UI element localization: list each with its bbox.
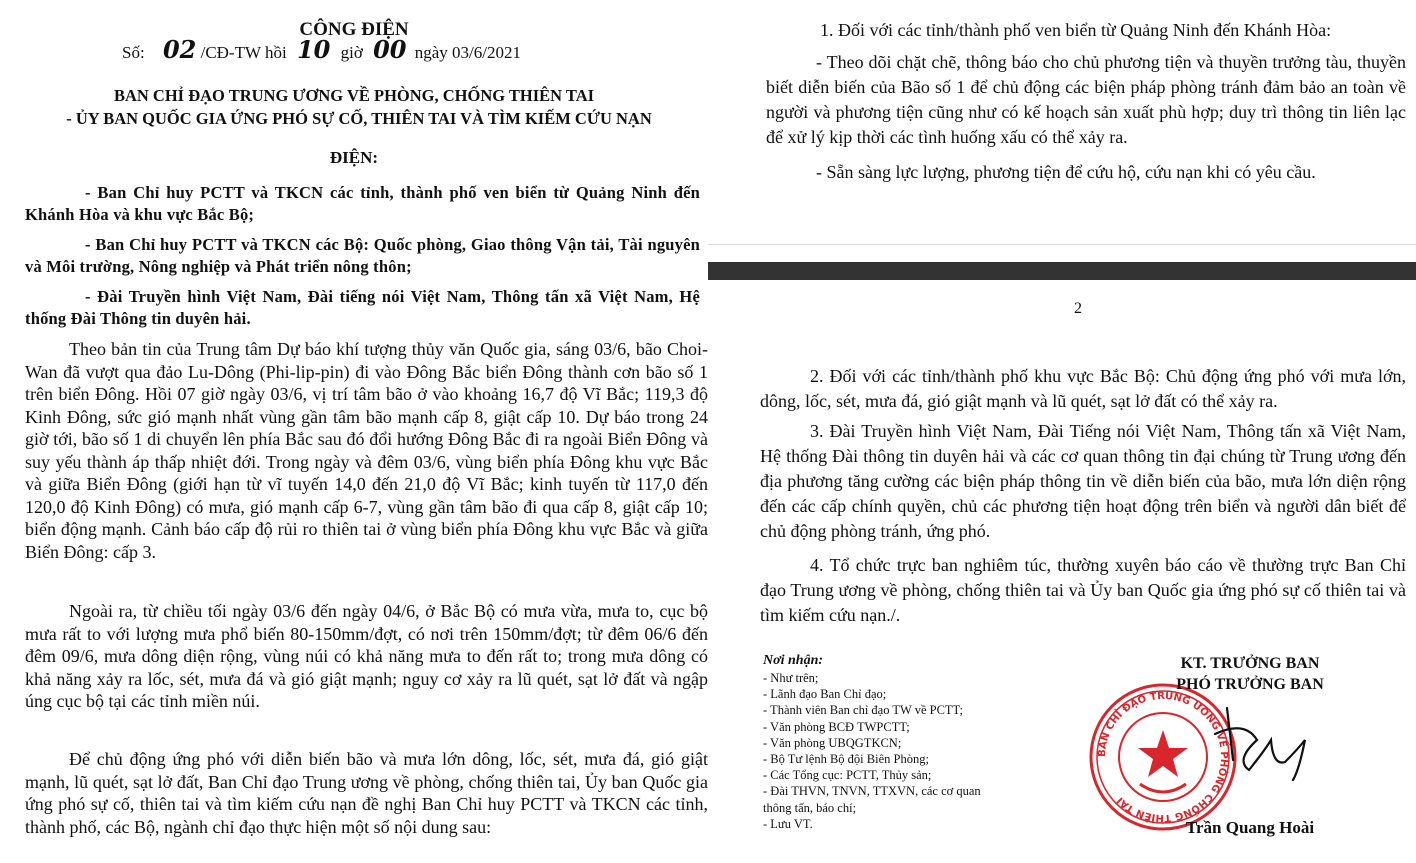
item-1-title: 1. Đối với các tỉnh/thành phố ven biển từ Quảng Ninh đến Khánh Hòa:: [820, 20, 1332, 40]
handwritten-hour: 10: [296, 35, 331, 64]
item-1-bullet-2: - Sẵn sàng lực lượng, phương tiện để cứu hộ, cứu nạn khi có yêu cầu.: [816, 162, 1316, 182]
issuer-line-1: BAN CHỈ ĐẠO TRUNG ƯƠNG VỀ PHÒNG, CHỐNG THIÊN TAI: [113, 86, 595, 105]
noi-nhan-list: [763, 670, 981, 832]
noi-nhan-item: thông tấn, báo chí;: [763, 800, 857, 815]
noi-nhan-item: - Bộ Tư lệnh Bộ đội Biên Phòng;: [763, 752, 929, 767]
signer-name: Trần Quang Hoài: [1185, 818, 1315, 837]
recipient-1: - Ban Chỉ huy PCTT và TKCN các tỉnh, thành phố ven biển từ Quảng Ninh đến Khánh Hòa và khu vực Bắc Bộ;: [25, 183, 700, 224]
dien-label: ĐIỆN:: [329, 148, 379, 167]
doc-type: CÔNG ĐIỆN: [299, 19, 409, 40]
noi-nhan-item: - Các Tổng cục: PCTT, Thủy sản;: [763, 768, 932, 783]
page-number: 2: [1074, 300, 1082, 317]
noi-nhan-item: - Đài THVN, TNVN, TTXVN, các cơ quan: [763, 784, 981, 799]
noi-nhan-item: - Thành viên Ban chỉ đạo TW về PCTT;: [763, 703, 963, 718]
body-paragraph-1: Theo bản tin của Trung tâm Dự báo khí tượng thủy văn Quốc gia, sáng 03/6, bão Choi-Wan đã vượt qua đảo Lu-Dông (Phi-lip-pin) đi vào Đông Bắc biển Đông thành cơn bão số 1 trên biển Đông. Hồi 07 giờ ngày 03/6, vị trí tâm bão ở vào khoảng 16,7 độ Vĩ Bắc; 119,3 độ Kinh Đông, sức gió mạnh nhất vùng gần tâm bão mạnh cấp 8, giật cấp 10. Dự báo trong 24 giờ tới, bão số 1 di chuyển lên phía Bắc sau đó đổi hướng Đông Bắc đi ra ngoài Biển Đông và suy yếu thành áp thấp nhiệt đới. Trong ngày và đêm 03/6, vùng biển phía Đông khu vực Bắc và giữa Biển Đông (giới hạn từ vĩ tuyến 14,0 đến 21,0 độ Vĩ Bắc; kinh tuyến từ 117,0 đến 120,0 độ Kinh Đông) có mưa, gió mạnh cấp 6-7, vùng gần tâm bão đi qua cấp 8, giật cấp 10; biển động mạnh. Cảnh báo cấp độ rủi ro thiên tai ở vùng biển phía Đông khu vực Bắc và giữa Biển Đông: cấp 3.: [25, 339, 708, 562]
page-edge-line: [708, 244, 1416, 245]
page-separator: [708, 262, 1416, 280]
seal-text: BAN CHỈ ĐẠO TRUNG ƯƠNG VỀ PHÒNG CHỐNG THIÊN TAI: [1096, 690, 1230, 824]
handwritten-minute: 00: [373, 35, 407, 64]
item-1-bullet-1: - Theo dõi chặt chẽ, thông báo cho chủ phương tiện và thuyền trưởng tàu, thuyền biết diễn biến của Bão số 1 để chủ động các biện pháp phòng tránh đảm bảo an toàn về người và phương tiện cũng như có kế hoạch sản xuất phù hợp; duy trì thông tin liên lạc để xử lý kịp thời các tình huống xấu có thể xảy ra.: [766, 52, 1406, 147]
noi-nhan-title: Nơi nhận:: [763, 653, 824, 668]
noi-nhan-item: - Văn phòng BCĐ TWPCTT;: [763, 719, 910, 734]
noi-nhan-item: - Lưu VT.: [763, 816, 813, 831]
noi-nhan-item: - Văn phòng UBQGTKCN;: [763, 735, 902, 750]
noi-nhan-item: - Như trên;: [763, 671, 819, 685]
item-4: 4. Tổ chức trực ban nghiêm túc, thường xuyên báo cáo về thường trực Ban Chỉ đạo Trung ương về phòng, chống thiên tai và Ủy ban Quốc gia ứng phó sự cố thiên tai và tìm kiếm cứu nạn./.: [760, 555, 1406, 625]
sign-title-2: PHÓ TRƯỞNG BAN: [1176, 676, 1324, 693]
issuer-line-2: - ỦY BAN QUỐC GIA ỨNG PHÓ SỰ CỐ, THIÊN TAI VÀ TÌM KIẾM CỨU NẠN: [66, 109, 652, 128]
noi-nhan-item: - Lãnh đạo Ban Chỉ đạo;: [763, 687, 887, 702]
body-paragraph-3: Để chủ động ứng phó với diễn biến bão và mưa lớn dông, lốc, sét, mưa đá, gió giật mạnh, lũ quét, sạt lở đất, Ban Chỉ đạo Trung ương về phòng, chống thiên tai, Ủy ban Quốc gia ứng phó sự cố, thiên tai và tìm kiếm cứu nạn đề nghị Ban Chỉ huy PCTT và TKCN các tỉnh, thành phố, các Bộ, ngành chỉ đạo thực hiện một số nội dung sau:: [25, 749, 708, 837]
item-3: 3. Đài Truyền hình Việt Nam, Đài Tiếng nói Việt Nam, Thông tấn xã Việt Nam, Hệ thống Đài thông tin duyên hải và các cơ quan thông tin đại chúng từ Trung ương đến địa phương tăng cường các biện pháp thông tin về diễn biến của bão, mưa lớn diện rộng đến các cấp chính quyền, chủ các phương tiện hoạt động trên biển và người dân biết để chủ động phòng tránh, ứng phó.: [760, 421, 1406, 541]
doc-number-line: Số: 02 /CĐ-TW hồi 10 giờ 00 ngày 03/6/2021: [122, 35, 521, 64]
recipient-2: - Ban Chỉ huy PCTT và TKCN các Bộ: Quốc phòng, Giao thông Vận tải, Tài nguyên và Môi trường, Nông nghiệp và Phát triển nông thôn;: [25, 235, 700, 276]
item-2: 2. Đối với các tỉnh/thành phố khu vực Bắc Bộ: Chủ động ứng phó với mưa lớn, dông, lốc, sét, mưa đá, gió giật mạnh và lũ quét, sạt lở đất có thể xảy ra.: [760, 366, 1406, 411]
signature-icon: [1205, 700, 1315, 790]
recipient-3: - Đài Truyền hình Việt Nam, Đài tiếng nói Việt Nam, Thông tấn xã Việt Nam, Hệ thống Đài Thông tin duyên hải.: [25, 287, 700, 328]
sign-title-1: KT. TRƯỞNG BAN: [1180, 655, 1320, 672]
body-paragraph-2: Ngoài ra, từ chiều tối ngày 03/6 đến ngày 04/6, ở Bắc Bộ có mưa vừa, mưa to, cục bộ mưa rất to với lượng mưa phổ biến 80-150mm/đợt, có nơi trên 150mm/đợt; từ đêm 06/6 đến đêm 09/6, mưa dông diện rộng, vùng núi có khả năng mưa to đến rất to; trong mưa dông có khả năng xảy ra lốc, sét, mưa đá và gió giật mạnh; nguy cơ xảy ra lũ quét, sạt lở đất và ngập úng cục bộ tại các tỉnh miền núi.: [25, 601, 708, 711]
handwritten-number: 02: [162, 35, 197, 64]
